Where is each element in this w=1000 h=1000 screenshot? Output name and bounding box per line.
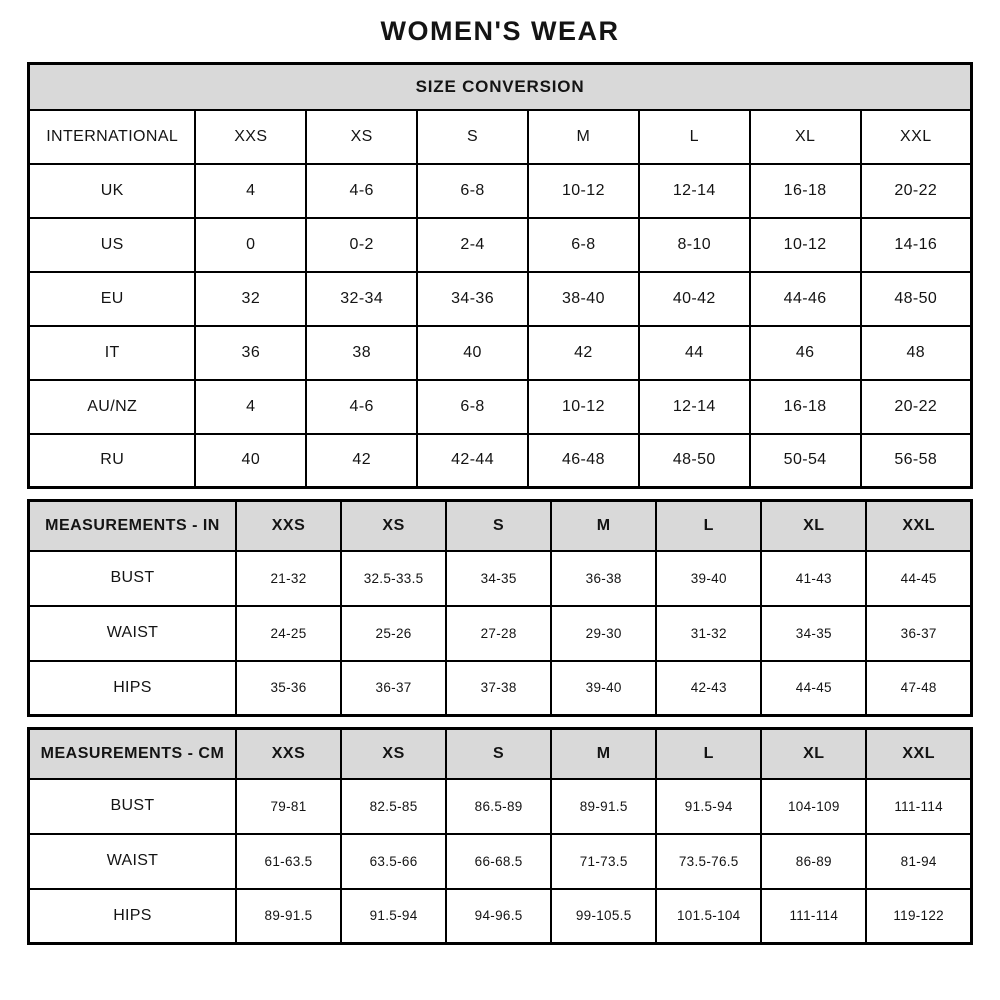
table-row — [29, 380, 972, 434]
column-header: M — [551, 501, 656, 551]
table-cell: 40 — [195, 434, 306, 488]
column-header: XXS — [236, 729, 341, 779]
table-row — [29, 661, 972, 716]
column-header: L — [656, 501, 761, 551]
column-header: S — [446, 729, 551, 779]
table-cell: 94-96.5 — [446, 889, 551, 944]
table-cell: 36-37 — [866, 606, 971, 661]
row-label: WAIST — [29, 606, 236, 661]
table-row — [29, 434, 972, 488]
row-label: IT — [29, 326, 196, 380]
table-cell: 119-122 — [866, 889, 971, 944]
row-label: BUST — [29, 551, 236, 606]
page-title: WOMEN'S WEAR — [380, 16, 620, 46]
measurements-cm-table — [27, 727, 973, 945]
table-cell: 39-40 — [551, 661, 656, 716]
column-header: XXL — [866, 729, 971, 779]
table-cell: 24-25 — [236, 606, 341, 661]
table-cell: 12-14 — [639, 380, 750, 434]
row-label: US — [29, 218, 196, 272]
table-cell: 91.5-94 — [341, 889, 446, 944]
size-conversion-table — [27, 62, 973, 489]
table-cell: 50-54 — [750, 434, 861, 488]
table-cell: 8-10 — [639, 218, 750, 272]
table-cell: 29-30 — [551, 606, 656, 661]
table-cell: 6-8 — [417, 380, 528, 434]
table-cell: 10-12 — [528, 380, 639, 434]
column-header: XS — [341, 501, 446, 551]
measurements_in-table-title: MEASUREMENTS - IN — [29, 501, 236, 551]
table-cell: 66-68.5 — [446, 834, 551, 889]
table-cell: 48-50 — [861, 272, 972, 326]
table-row — [29, 272, 972, 326]
table-cell: 73.5-76.5 — [656, 834, 761, 889]
column-header: L — [656, 729, 761, 779]
table-cell: 82.5-85 — [341, 779, 446, 834]
table-cell: 104-109 — [761, 779, 866, 834]
table-cell: 42-43 — [656, 661, 761, 716]
table-cell: 44-45 — [866, 551, 971, 606]
table-cell: 48-50 — [639, 434, 750, 488]
table-row — [29, 164, 972, 218]
table-cell: 6-8 — [417, 164, 528, 218]
table-cell: 20-22 — [861, 380, 972, 434]
row-label: HIPS — [29, 661, 236, 716]
row-label: UK — [29, 164, 196, 218]
table-cell: 32-34 — [306, 272, 417, 326]
table-cell: 44 — [639, 326, 750, 380]
table-cell: 10-12 — [528, 164, 639, 218]
table-cell: 4-6 — [306, 164, 417, 218]
column-header: XS — [306, 110, 417, 164]
column-header: XL — [761, 729, 866, 779]
table-cell: 40 — [417, 326, 528, 380]
table-cell: 36 — [195, 326, 306, 380]
table-cell: 27-28 — [446, 606, 551, 661]
column-header: S — [417, 110, 528, 164]
row-label: EU — [29, 272, 196, 326]
table-cell: 42-44 — [417, 434, 528, 488]
column-header: XL — [761, 501, 866, 551]
table-cell: 16-18 — [750, 380, 861, 434]
table-cell: 47-48 — [866, 661, 971, 716]
table-cell: 44-46 — [750, 272, 861, 326]
table-cell: 14-16 — [861, 218, 972, 272]
table-cell: 36-37 — [341, 661, 446, 716]
table-cell: 34-35 — [761, 606, 866, 661]
column-header: XL — [750, 110, 861, 164]
table-cell: 21-32 — [236, 551, 341, 606]
table-cell: 6-8 — [528, 218, 639, 272]
column-header: XXS — [195, 110, 306, 164]
table-row — [29, 326, 972, 380]
table-cell: 37-38 — [446, 661, 551, 716]
table-cell: 16-18 — [750, 164, 861, 218]
table-cell: 111-114 — [761, 889, 866, 944]
size_conversion-table-title: SIZE CONVERSION — [29, 64, 972, 110]
table-cell: 40-42 — [639, 272, 750, 326]
table-cell: 101.5-104 — [656, 889, 761, 944]
row-label: WAIST — [29, 834, 236, 889]
table-cell: 46-48 — [528, 434, 639, 488]
column-header: XS — [341, 729, 446, 779]
column-header: M — [528, 110, 639, 164]
table-row — [29, 218, 972, 272]
table-cell: 38-40 — [528, 272, 639, 326]
table-cell: 42 — [528, 326, 639, 380]
table-cell: 63.5-66 — [341, 834, 446, 889]
column-header: XXS — [236, 501, 341, 551]
table-cell: 32 — [195, 272, 306, 326]
table-cell: 91.5-94 — [656, 779, 761, 834]
table-cell: 48 — [861, 326, 972, 380]
table-cell: 111-114 — [866, 779, 971, 834]
table-cell: 39-40 — [656, 551, 761, 606]
table-cell: 44-45 — [761, 661, 866, 716]
table-cell: 61-63.5 — [236, 834, 341, 889]
row-label: BUST — [29, 779, 236, 834]
table-cell: 25-26 — [341, 606, 446, 661]
table-cell: 10-12 — [750, 218, 861, 272]
column-header: L — [639, 110, 750, 164]
measurements-in-table — [27, 499, 973, 717]
table-cell: 2-4 — [417, 218, 528, 272]
table-cell: 0 — [195, 218, 306, 272]
table-cell: 86-89 — [761, 834, 866, 889]
table-cell: 99-105.5 — [551, 889, 656, 944]
table-cell: 89-91.5 — [236, 889, 341, 944]
table-cell: 42 — [306, 434, 417, 488]
table-cell: 34-35 — [446, 551, 551, 606]
table-cell: 86.5-89 — [446, 779, 551, 834]
table-cell: 12-14 — [639, 164, 750, 218]
table-cell: 46 — [750, 326, 861, 380]
table-row — [29, 889, 972, 944]
table-cell: 32.5-33.5 — [341, 551, 446, 606]
column-header: S — [446, 501, 551, 551]
table-cell: 4 — [195, 164, 306, 218]
table-row — [29, 606, 972, 661]
table-row — [29, 834, 972, 889]
table-cell: 56-58 — [861, 434, 972, 488]
table-cell: 0-2 — [306, 218, 417, 272]
measurements_cm-table-title: MEASUREMENTS - CM — [29, 729, 236, 779]
table-cell: 36-38 — [551, 551, 656, 606]
table-cell: 38 — [306, 326, 417, 380]
table-cell: 31-32 — [656, 606, 761, 661]
column-header: XXL — [866, 501, 971, 551]
table-cell: 71-73.5 — [551, 834, 656, 889]
table-cell: 4-6 — [306, 380, 417, 434]
table-cell: 41-43 — [761, 551, 866, 606]
table-cell: 79-81 — [236, 779, 341, 834]
table-cell: 4 — [195, 380, 306, 434]
column-header: INTERNATIONAL — [29, 110, 196, 164]
table-row — [29, 551, 972, 606]
table-cell: 89-91.5 — [551, 779, 656, 834]
table-cell: 35-36 — [236, 661, 341, 716]
table-cell: 34-36 — [417, 272, 528, 326]
row-label: AU/NZ — [29, 380, 196, 434]
table-cell: 20-22 — [861, 164, 972, 218]
row-label: RU — [29, 434, 196, 488]
column-header: M — [551, 729, 656, 779]
column-header: XXL — [861, 110, 972, 164]
table-cell: 81-94 — [866, 834, 971, 889]
table-row — [29, 779, 972, 834]
row-label: HIPS — [29, 889, 236, 944]
